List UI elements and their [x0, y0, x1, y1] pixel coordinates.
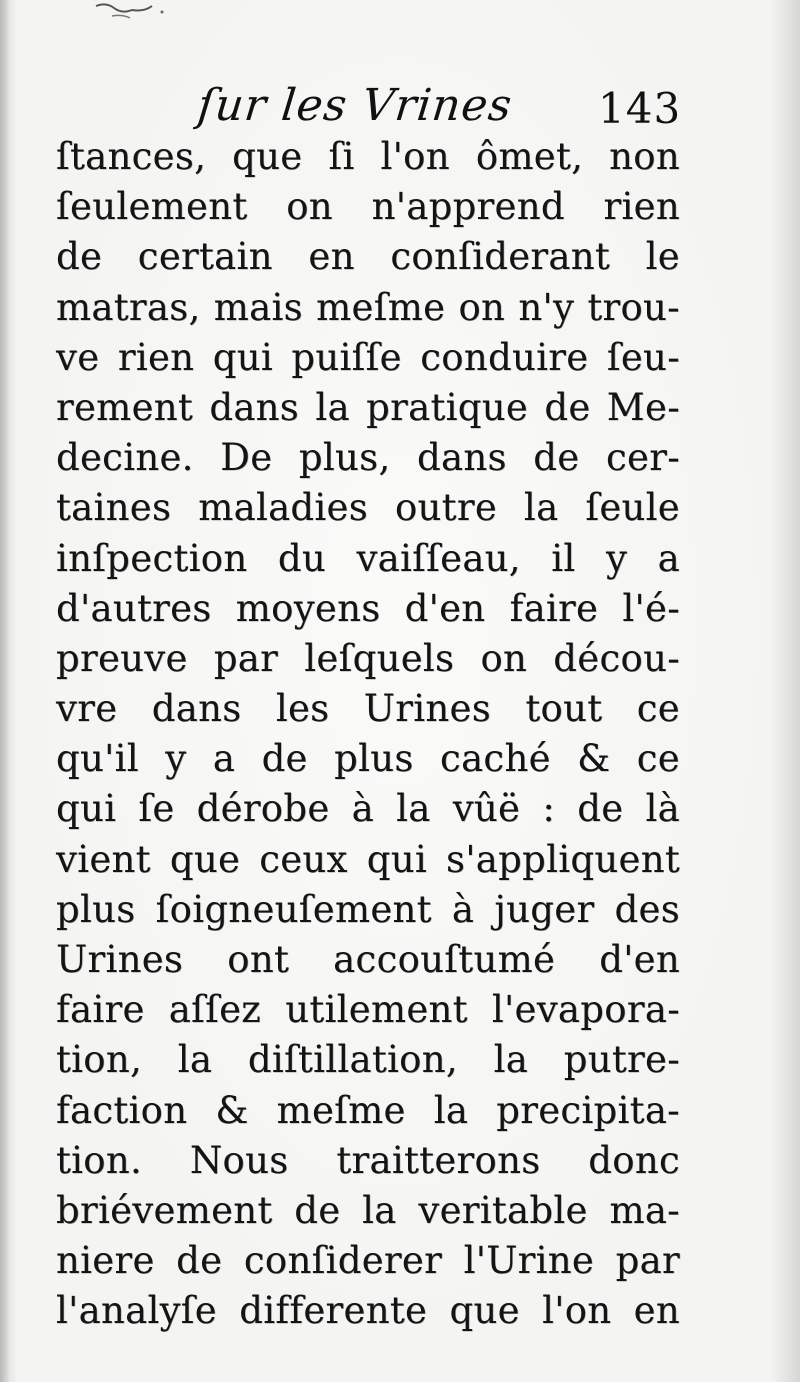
text-line: l'analyſe differente que l'on en	[56, 1289, 680, 1333]
text-line: ſtances, que ſi l'on ômet, non	[56, 135, 680, 178]
text-line: d'autres moyens d'en faire l'é-	[56, 586, 680, 630]
text-line: vre dans les Urines tout ce	[56, 687, 680, 731]
text-line: vient que ceux qui s'appliquent	[56, 837, 680, 881]
text-line: qu'il y a de plus caché & ce	[56, 737, 680, 781]
text-line: de certain en conſiderant le	[56, 235, 680, 279]
running-title: ſur les Vrines	[195, 80, 515, 131]
text-line: tion. Nous traitterons donc	[56, 1138, 680, 1182]
text-line: faction & meſme la precipita-	[56, 1088, 680, 1132]
ink-smudge	[92, 0, 182, 26]
text-line: rement dans la pratique de Me-	[56, 385, 680, 429]
text-line: decine. De plus, dans de cer-	[56, 436, 680, 480]
text-line: matras, mais meſme on n'y trou-	[56, 285, 680, 329]
text-line: briévement de la veritable ma-	[56, 1188, 680, 1232]
text-line: Urines ont accouſtumé d'en	[56, 938, 680, 981]
page-number: 143	[598, 84, 682, 133]
text-line: tion, la diſtillation, la putre-	[56, 1038, 680, 1082]
text-line: taines maladies outre la ſeule	[56, 486, 680, 530]
text-line: inſpection du vaiſſeau, il y a	[56, 536, 680, 580]
body-text	[56, 132, 680, 1337]
text-line: ve rien qui puiſſe conduire ſeu-	[56, 335, 680, 379]
page-gutter-shadow	[0, 0, 10, 1382]
text-line: ſeulement on n'apprend rien	[56, 185, 680, 229]
text-line: plus ſoigneuſement à juger des	[56, 887, 680, 931]
page-header	[0, 76, 800, 136]
text-line: preuve par leſquels on décou-	[56, 636, 680, 680]
text-line: niere de conſiderer l'Urine par	[56, 1239, 680, 1283]
text-line: faire aſſez utilement l'evapora-	[56, 988, 680, 1032]
text-line: qui ſe dérobe à la vûë : de là	[56, 787, 680, 831]
